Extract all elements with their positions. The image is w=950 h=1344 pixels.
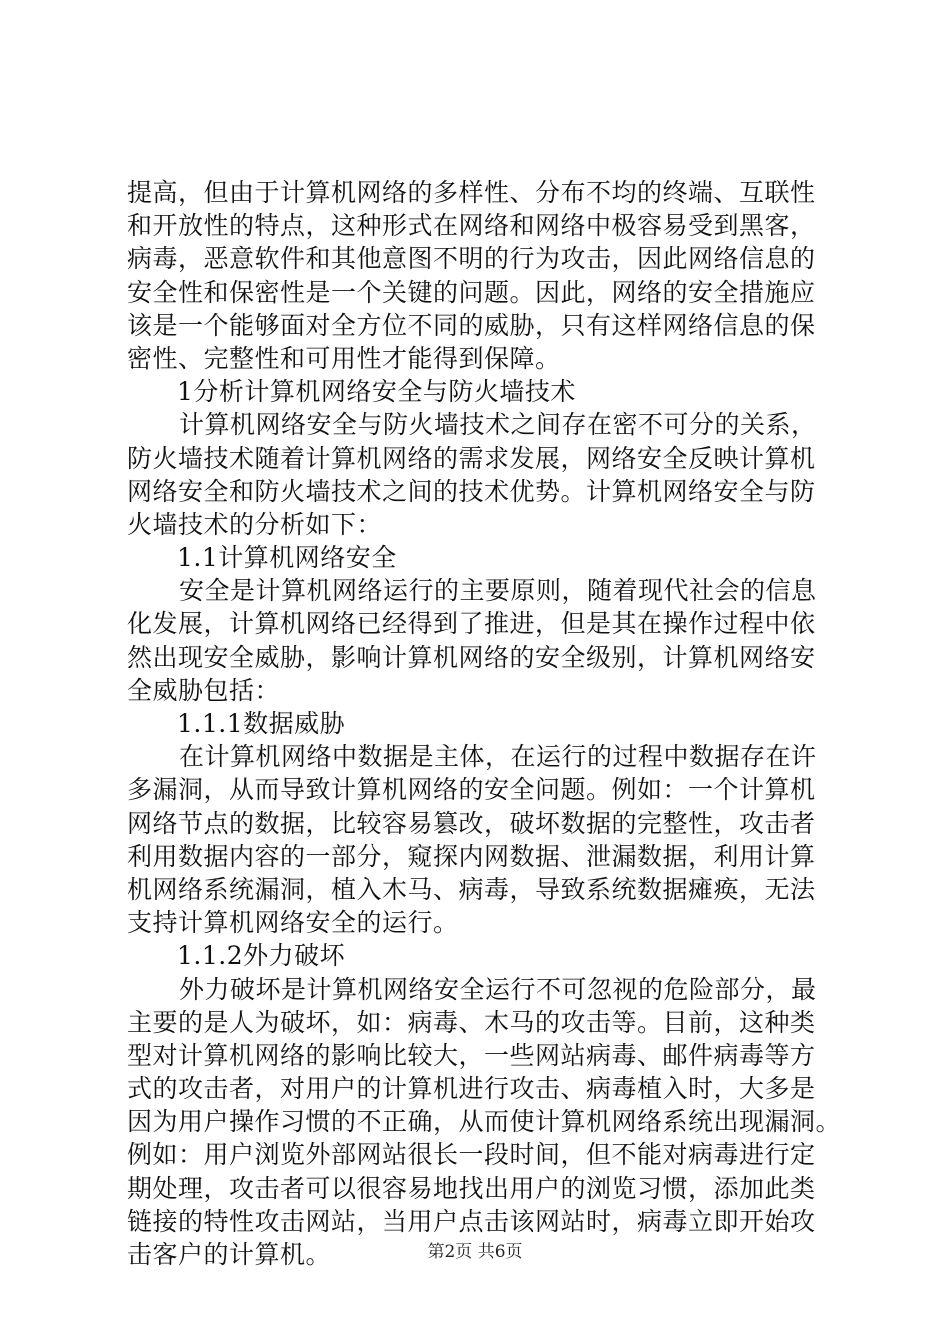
section-heading: 1分析计算机网络安全与防火墙技术 (177, 377, 576, 407)
document-body (127, 176, 842, 1271)
text-line: 化发展，计算机网络已经得到了推进，但是其在操作过程中依 (127, 609, 816, 639)
paragraph-first-line: 计算机网络安全与防火墙技术之间存在密不可分的关系， (179, 410, 817, 440)
text-line: 安全性和保密性是一个关键的问题。因此，网络的安全措施应 (127, 277, 816, 307)
text-line: 主要的是人为破坏，如：病毒、木马的攻击等。目前，这种类 (127, 1007, 816, 1037)
text-line: 例如：用户浏览外部网站很长一段时间，但不能对病毒进行定 (127, 1140, 816, 1170)
text-line: 式的攻击者，对用户的计算机进行攻击、病毒植入时，大多是 (127, 1074, 816, 1104)
text-line: 防火墙技术随着计算机网络的需求发展，网络安全反映计算机 (127, 443, 816, 473)
text-line: 多漏洞，从而导致计算机网络的安全问题。例如：一个计算机 (127, 775, 816, 805)
text-line: 机网络系统漏洞，植入木马、病毒，导致系统数据瘫痪，无法 (127, 874, 816, 904)
text-line: 火墙技术的分析如下： (127, 509, 383, 539)
text-line: 该是一个能够面对全方位不同的威胁，只有这样网络信息的保 (127, 310, 816, 340)
text-line: 然出现安全威胁，影响计算机网络的安全级别，计算机网络安 (127, 642, 816, 672)
text-line: 利用数据内容的一部分，窥探内网数据、泄漏数据，利用计算 (127, 841, 816, 871)
text-line: 支持计算机网络安全的运行。 (127, 908, 459, 938)
text-line: 病毒，恶意软件和其他意图不明的行为攻击，因此网络信息的 (127, 244, 816, 274)
section-heading: 1.1.1数据威胁 (177, 709, 346, 738)
text-line: 期处理，攻击者可以很容易地找出用户的浏览习惯，添加此类 (127, 1173, 816, 1203)
text-line: 全威胁包括： (127, 675, 281, 705)
text-line: 因为用户操作习惯的不正确，从而使计算机网络系统出现漏洞。 (127, 1107, 842, 1137)
paragraph-first-line: 外力破坏是计算机网络安全运行不可忽视的危险部分，最 (179, 974, 817, 1004)
text-line: 密性、完整性和可用性才能得到保障。 (127, 343, 561, 373)
paragraph-first-line: 在计算机网络中数据是主体，在运行的过程中数据存在许 (179, 742, 817, 772)
page-number-footer: 第2页 共6页 (427, 1242, 523, 1262)
paragraph-first-line: 安全是计算机网络运行的主要原则，随着现代社会的信息 (179, 576, 817, 606)
section-heading: 1.1.2外力破坏 (177, 941, 346, 971)
text-line: 击客户的计算机。 (127, 1240, 332, 1269)
text-line: 和开放性的特点，这种形式在网络和网络中极容易受到黑客， (127, 211, 816, 241)
text-line: 型对计算机网络的影响比较大，一些网站病毒、邮件病毒等方 (127, 1040, 816, 1070)
section-heading: 1.1计算机网络安全 (177, 543, 397, 573)
text-line: 网络安全和防火墙技术之间的技术优势。计算机网络安全与防 (127, 476, 816, 506)
text-line: 提高，但由于计算机网络的多样性、分布不均的终端、互联性 (127, 178, 816, 207)
text-line: 链接的特性攻击网站，当用户点击该网站时，病毒立即开始攻 (127, 1206, 816, 1236)
text-line: 网络节点的数据，比较容易篡改，破坏数据的完整性，攻击者 (127, 808, 816, 838)
